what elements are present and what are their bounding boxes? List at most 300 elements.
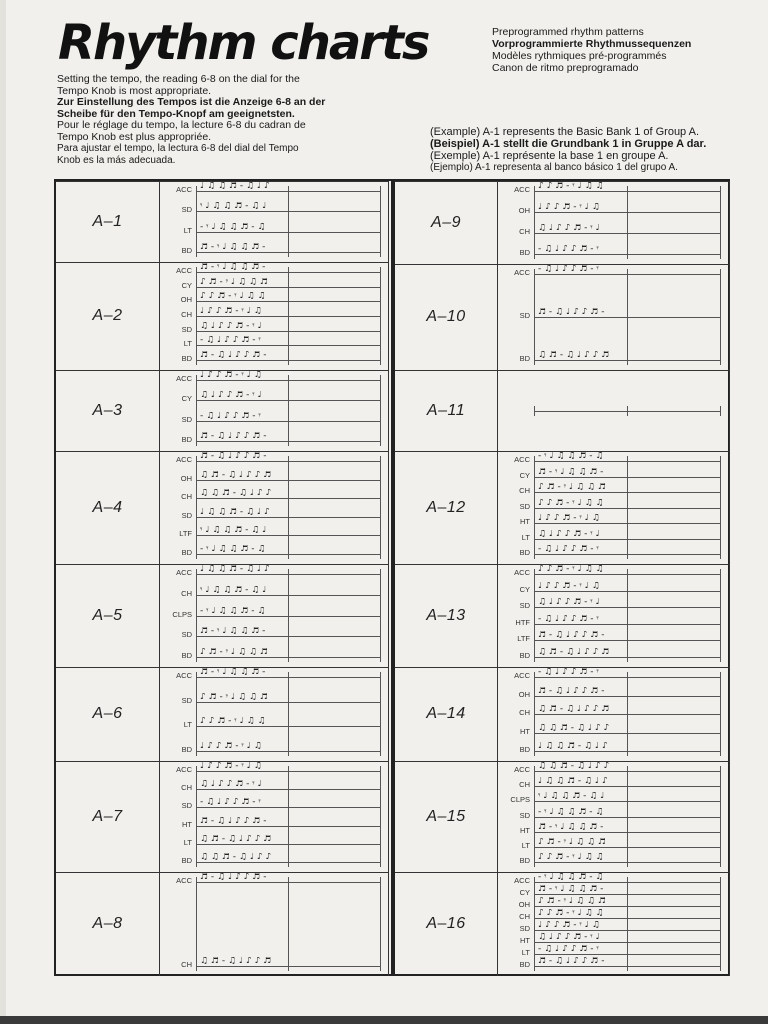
intro-line: Knob es la más adecuada. [57, 154, 176, 166]
intro-line: Para ajustar el tempo, la lectura 6-8 del dial del Tempo [57, 143, 299, 154]
track-label: HT [182, 819, 192, 829]
subtitle-line-en: Preprogrammed rhythm patterns [492, 26, 644, 38]
track-line [534, 954, 720, 955]
note-pattern: ♫ ♩ ♪ ♪ ♬ - 𝄾 ♩ [538, 933, 600, 942]
track-label: BD [181, 354, 192, 363]
note-pattern: ♫ ♬ - ♫ ♩ ♪ ♪ ♬ [200, 470, 272, 480]
note-pattern: - ♫ ♩ ♪ ♪ ♬ - 𝄾 [200, 336, 261, 346]
bar-line [196, 375, 197, 446]
track-line [534, 677, 720, 678]
track-line [534, 212, 720, 213]
note-pattern: ♪ ♪ ♬ - 𝄾 ♩ ♫ ♫ [538, 565, 604, 574]
example-line: (Beispiel) A-1 stellt die Grundbank 1 in Gruppe A dar. [430, 138, 707, 150]
track-label: SD [519, 601, 530, 611]
bar-line [720, 269, 721, 365]
note-pattern: ♪ ♪ ♬ - 𝄾 ♩ ♫ ♫ [538, 498, 604, 508]
note-pattern: ♫ ♫ ♬ - ♫ ♩ ♪ ♪ [200, 489, 272, 499]
track-line [534, 508, 720, 509]
note-pattern: ♪ ♬ - 𝄾 ♩ ♫ ♫ ♬ [200, 692, 268, 702]
track-line [534, 477, 720, 478]
track-label: SD [519, 501, 530, 511]
note-pattern: ♩ ♪ ♪ ♬ - 𝄾 ♩ ♫ [538, 203, 600, 212]
note-pattern: ♩ ♪ ♪ ♬ - 𝄾 ♩ ♫ [200, 762, 262, 771]
note-pattern: ♫ ♬ - ♫ ♩ ♪ ♪ ♬ [538, 648, 610, 657]
bar-line [196, 186, 197, 257]
note-pattern: - ♫ ♩ ♪ ♪ ♬ - 𝄾 [538, 945, 599, 954]
track-line [196, 345, 380, 346]
note-pattern: ♪ ♪ ♬ - 𝄾 ♩ ♫ ♫ [200, 292, 266, 302]
track-label: ACC [176, 455, 192, 464]
pattern-name: A–9 [395, 181, 498, 264]
note-pattern: ♬ - 𝄾 ♩ ♫ ♫ ♬ - [200, 263, 266, 272]
track-label: CY [519, 584, 530, 594]
track-line [534, 733, 720, 734]
bar-line [720, 186, 721, 259]
subtitle-line-de: Vorprogrammierte Rhythmussequenzen [492, 38, 692, 50]
track-line [534, 966, 720, 967]
track-label: HTF [515, 617, 530, 627]
bar-line [720, 456, 721, 559]
note-pattern: - ♫ ♩ ♪ ♪ ♬ - 𝄾 [538, 614, 599, 624]
track-line [196, 360, 380, 361]
note-pattern: ♪ ♬ - 𝄾 ♩ ♫ ♫ ♬ [538, 897, 606, 906]
track-label: ACC [514, 765, 530, 774]
track-label: OH [518, 900, 530, 909]
note-pattern: - ♫ ♩ ♪ ♪ ♬ - 𝄾 [200, 798, 261, 808]
pattern-name: A–1 [56, 181, 160, 262]
page-title: Rhythm charts [58, 15, 429, 71]
tempo-instructions [57, 74, 377, 166]
track-label: BD [519, 745, 530, 754]
track-label: LT [183, 225, 192, 235]
note-pattern: - ♫ ♩ ♪ ♪ ♬ - 𝄾 [538, 245, 599, 254]
track-label: HT [520, 726, 530, 736]
pattern-name: A–5 [56, 564, 160, 667]
pattern-name: A–2 [56, 262, 160, 370]
track-label: CY [181, 394, 192, 404]
note-pattern: ♩ ♪ ♪ ♬ - 𝄾 ♩ ♫ [538, 514, 600, 523]
track-label: ACC [176, 671, 192, 680]
pattern-staff [498, 181, 730, 264]
note-pattern: 𝄾 ♩ ♫ ♫ ♬ - ♫ ♩ [200, 202, 267, 212]
note-pattern: ♩ ♫ ♫ ♬ - ♫ ♩ ♪ [538, 742, 608, 751]
track-line [534, 574, 720, 575]
track-line [534, 657, 720, 658]
note-pattern: ♫ ♫ ♬ - ♫ ♩ ♪ ♪ [538, 762, 610, 771]
pattern-name: A–16 [395, 872, 498, 976]
note-pattern: ♩ ♫ ♫ ♬ - ♫ ♩ ♪ [200, 507, 270, 517]
track-label: ACC [514, 568, 530, 577]
page-bottom-edge [0, 1016, 768, 1024]
track-label: CH [181, 492, 192, 502]
note-pattern: ♬ - 𝄾 ♩ ♫ ♫ ♬ - [200, 668, 266, 677]
track-line [534, 554, 720, 555]
track-line [196, 232, 380, 233]
track-line [534, 317, 720, 318]
track-label: LT [521, 532, 530, 542]
intro-line: Pour le réglage du tempo, la lecture 6-8 du cadran de [57, 119, 306, 131]
note-pattern: ♬ - ♫ ♩ ♪ ♪ ♬ - [200, 351, 267, 360]
track-label: SD [181, 414, 192, 424]
bar-line [196, 672, 197, 756]
track-line [196, 380, 380, 381]
note-pattern: ♬ - 𝄾 ♩ ♫ ♫ ♬ - [538, 467, 604, 477]
note-pattern: ♫ ♩ ♪ ♪ ♬ - 𝄾 ♩ [538, 224, 600, 233]
bar-line [196, 766, 197, 867]
pattern-staff [498, 667, 730, 761]
track-line [196, 882, 380, 883]
note-pattern: ♬ - ♫ ♩ ♪ ♪ ♬ - [538, 957, 605, 966]
track-line [196, 726, 380, 727]
pattern-staff [498, 451, 730, 564]
track-line [196, 574, 380, 575]
example-line: (Example) A-1 represents the Basic Bank 1 of Group A. [430, 126, 700, 138]
pattern-staff [160, 262, 390, 370]
pattern-staff [160, 451, 390, 564]
note-pattern: ♬ - 𝄾 ♩ ♫ ♫ ♬ - [200, 243, 266, 252]
bar-line [380, 456, 381, 559]
track-label: HT [520, 825, 530, 835]
track-label: OH [180, 295, 192, 305]
track-line [534, 696, 720, 697]
track-line [196, 657, 380, 658]
bar-line [534, 569, 535, 662]
note-pattern: ♬ - ♫ ♩ ♪ ♪ ♬ - [200, 816, 267, 826]
note-pattern: ♩ ♪ ♪ ♬ - 𝄾 ♩ ♫ [200, 371, 262, 380]
track-line [534, 862, 720, 863]
track-line [534, 461, 720, 462]
track-line [534, 254, 720, 255]
note-pattern: ♩ ♫ ♫ ♬ - ♫ ♩ ♪ [200, 182, 270, 191]
track-label: ACC [176, 568, 192, 577]
note-pattern: 𝄾 ♩ ♫ ♫ ♬ - ♫ ♩ [538, 792, 605, 802]
pattern-staff [498, 872, 730, 976]
bar-line [720, 406, 721, 416]
track-label: LT [183, 837, 192, 847]
note-pattern: - 𝄾 ♩ ♫ ♫ ♬ - ♫ [538, 873, 604, 882]
pattern-name: A–10 [395, 264, 498, 370]
note-pattern: - ♫ ♩ ♪ ♪ ♬ - 𝄾 [538, 265, 599, 274]
pattern-name: A–3 [56, 370, 160, 451]
track-line [196, 461, 380, 462]
pattern-staff [160, 181, 390, 262]
note-pattern: ♬ - ♫ ♩ ♪ ♪ ♬ - [538, 308, 605, 317]
pattern-staff [160, 872, 390, 976]
note-pattern: ♪ ♪ ♬ - 𝄾 ♩ ♫ ♫ [538, 853, 604, 862]
intro-line: Scheibe für den Tempo-Knopf am geeignetsten. [57, 107, 295, 120]
track-label: SD [181, 324, 192, 334]
track-label: LT [183, 339, 192, 349]
note-pattern: - 𝄾 ♩ ♫ ♫ ♬ - ♫ [538, 452, 604, 461]
track-label: BD [519, 960, 530, 969]
track-label: SD [519, 810, 530, 820]
intro-line: Setting the tempo, the reading 6-8 on the dial for the [57, 73, 300, 85]
note-pattern: ♬ - ♫ ♩ ♪ ♪ ♬ - [538, 631, 605, 641]
track-line [534, 624, 720, 625]
track-label: BD [519, 548, 530, 557]
track-line [196, 826, 380, 827]
track-label: CH [519, 780, 530, 790]
pattern-staff [498, 761, 730, 872]
note-pattern: ♬ - 𝄾 ♩ ♫ ♫ ♬ - [538, 822, 604, 832]
pattern-name: A–6 [56, 667, 160, 761]
track-line [196, 498, 380, 499]
pattern-staff [498, 264, 730, 370]
track-label: SD [181, 695, 192, 705]
track-line [534, 607, 720, 608]
track-label: BD [181, 548, 192, 557]
track-line [534, 360, 720, 361]
track-line [534, 930, 720, 931]
track-label: CH [181, 588, 192, 598]
pattern-staff [498, 370, 730, 451]
track-label: SD [181, 630, 192, 640]
track-label: ACC [176, 266, 192, 275]
note-pattern: ♫ ♩ ♪ ♪ ♬ - 𝄾 ♩ [200, 391, 262, 401]
track-label: ACC [514, 185, 530, 194]
track-line [534, 714, 720, 715]
pattern-name: A–14 [395, 667, 498, 761]
bar-line [534, 186, 535, 259]
bar-line [196, 456, 197, 559]
track-label: BD [519, 354, 530, 363]
track-line [534, 751, 720, 752]
track-line [196, 771, 380, 772]
track-line [196, 480, 380, 481]
track-label: LT [521, 948, 530, 957]
note-pattern: ♪ ♬ - 𝄾 ♩ ♫ ♫ ♬ [538, 837, 606, 847]
example-block [430, 126, 706, 174]
note-pattern: ♬ - ♫ ♩ ♪ ♪ ♬ - [538, 686, 605, 696]
track-line [196, 441, 380, 442]
note-pattern: ♫ ♩ ♪ ♪ ♬ - 𝄾 ♩ [200, 780, 262, 790]
note-pattern: - ♫ ♩ ♪ ♪ ♬ - 𝄾 [200, 411, 261, 421]
note-pattern: ♪ ♪ ♬ - 𝄾 ♩ ♫ ♫ [538, 909, 604, 918]
track-line [196, 252, 380, 253]
note-pattern: ♪ ♬ - 𝄾 ♩ ♫ ♫ ♬ [200, 648, 268, 657]
track-line [196, 287, 380, 288]
bar-line [380, 375, 381, 446]
example-line: (Exemple) A-1 représente la base 1 en groupe A. [430, 150, 669, 162]
track-line [534, 801, 720, 802]
note-pattern: ♪ ♬ - 𝄾 ♩ ♫ ♫ ♬ [538, 483, 606, 492]
intro-line: Tempo Knob est plus appropriée. [57, 130, 212, 143]
track-label: HT [520, 936, 530, 945]
note-pattern: ♪ ♪ ♬ - 𝄾 ♩ ♫ ♫ [200, 717, 266, 727]
note-pattern: ♫ ♩ ♪ ♪ ♬ - 𝄾 ♩ [538, 598, 600, 608]
track-label: OH [518, 206, 530, 215]
track-label: CH [519, 912, 530, 921]
track-line [534, 233, 720, 234]
track-line [534, 918, 720, 919]
note-pattern: ♪ ♬ - 𝄾 ♩ ♫ ♫ ♬ [200, 277, 268, 287]
note-pattern: ♩ ♪ ♪ ♬ - 𝄾 ♩ ♫ [200, 307, 262, 316]
track-label: ACC [514, 876, 530, 885]
track-label: BD [519, 651, 530, 660]
track-label: CH [181, 960, 192, 969]
track-line [196, 316, 380, 317]
track-line [534, 894, 720, 895]
track-line [534, 523, 720, 524]
pattern-staff [160, 761, 390, 872]
track-label: SD [181, 205, 192, 215]
track-line [534, 942, 720, 943]
track-label: BD [181, 856, 192, 865]
track-line [196, 862, 380, 863]
track-line [196, 751, 380, 752]
track-line [534, 191, 720, 192]
track-label: CY [519, 470, 530, 480]
track-label: BD [519, 248, 530, 257]
track-line [196, 331, 380, 332]
track-label: BD [181, 246, 192, 255]
pattern-name: A–8 [56, 872, 160, 976]
subtitle-block [492, 26, 691, 74]
bar-line [720, 569, 721, 662]
track-line [534, 847, 720, 848]
pattern-name: A–12 [395, 451, 498, 564]
note-pattern: ♬ - ♫ ♩ ♪ ♪ ♬ - [200, 452, 267, 461]
track-line [534, 771, 720, 772]
track-line [534, 882, 720, 883]
note-pattern: - 𝄾 ♩ ♫ ♫ ♬ - ♫ [200, 545, 266, 554]
track-label: SD [181, 801, 192, 811]
track-line [534, 411, 720, 412]
note-pattern: ♩ ♫ ♫ ♬ - ♫ ♩ ♪ [200, 565, 270, 574]
bar-line [720, 766, 721, 867]
track-label: ACC [176, 185, 192, 194]
track-label: CH [519, 227, 530, 236]
track-label: LT [183, 720, 192, 730]
track-line [196, 191, 380, 192]
note-pattern: - ♫ ♩ ♪ ♪ ♬ - 𝄾 [538, 668, 599, 677]
track-line [196, 535, 380, 536]
track-line [534, 539, 720, 540]
track-line [196, 211, 380, 212]
track-label: LT [521, 840, 530, 850]
track-line [534, 832, 720, 833]
note-pattern: 𝄾 ♩ ♫ ♫ ♬ - ♫ ♩ [200, 526, 267, 536]
bar-line [720, 877, 721, 971]
note-pattern: 𝄾 ♩ ♫ ♫ ♬ - ♫ ♩ [200, 585, 267, 595]
track-label: BD [519, 856, 530, 865]
track-label: BD [181, 435, 192, 444]
track-label: HT [520, 517, 530, 526]
track-line [196, 636, 380, 637]
intro-line: Tempo Knob is most appropriate. [57, 84, 212, 97]
track-label: OH [180, 473, 192, 483]
track-label: SD [519, 311, 530, 320]
note-pattern: ♬ - ♫ ♩ ♪ ♪ ♬ - [200, 873, 267, 882]
track-line [196, 272, 380, 273]
track-label: CH [181, 310, 192, 319]
track-line [196, 677, 380, 678]
example-line: (Ejemplo) A-1 representa al banco básico 1 del grupo A. [430, 162, 678, 173]
note-pattern: ♫ ♬ - ♫ ♩ ♪ ♪ ♬ [200, 834, 272, 844]
bar-line [380, 569, 381, 662]
pattern-name: A–7 [56, 761, 160, 872]
note-pattern: ♩ ♪ ♪ ♬ - 𝄾 ♩ ♫ [538, 921, 600, 930]
subtitle-line-es: Canon de ritmo preprogramado [492, 62, 639, 74]
track-label: CH [519, 708, 530, 717]
pattern-name: A–4 [56, 451, 160, 564]
track-label: BD [181, 651, 192, 660]
bar-line [380, 267, 381, 365]
pattern-staff [498, 564, 730, 667]
track-line [534, 640, 720, 641]
note-pattern: ♫ ♬ - ♫ ♩ ♪ ♪ ♬ [538, 351, 610, 360]
pattern-staff [160, 370, 390, 451]
track-label: CLPS [172, 609, 192, 619]
bar-line [720, 672, 721, 756]
track-line [196, 595, 380, 596]
track-label: CH [519, 486, 530, 495]
intro-line: Zur Einstellung des Tempos ist die Anzeige 6-8 an der [57, 96, 326, 108]
track-line [534, 817, 720, 818]
track-label: ACC [514, 455, 530, 464]
note-pattern: - 𝄾 ♩ ♫ ♫ ♬ - ♫ [200, 606, 266, 616]
pattern-name: A–15 [395, 761, 498, 872]
page-gutter [0, 0, 6, 1024]
track-label: OH [518, 689, 530, 699]
note-pattern: ♩ ♪ ♪ ♬ - 𝄾 ♩ ♫ [200, 742, 262, 751]
track-label: ACC [514, 671, 530, 680]
track-label: LTF [517, 634, 530, 644]
note-pattern: ♫ ♩ ♪ ♪ ♬ - 𝄾 ♩ [538, 529, 600, 539]
note-pattern: ♬ - ♫ ♩ ♪ ♪ ♬ - [200, 432, 267, 441]
track-label: ACC [514, 268, 530, 277]
pattern-staff [160, 667, 390, 761]
note-pattern: ♫ ♩ ♪ ♪ ♬ - 𝄾 ♩ [200, 321, 262, 331]
bar-line [534, 877, 535, 971]
note-pattern: - ♫ ♩ ♪ ♪ ♬ - 𝄾 [538, 545, 599, 554]
bar-line [196, 877, 197, 971]
note-pattern: ♫ ♫ ♬ - ♫ ♩ ♪ ♪ [200, 853, 272, 862]
track-label: LTF [179, 529, 192, 539]
track-line [196, 789, 380, 790]
bar-line [380, 672, 381, 756]
track-label: CY [519, 888, 530, 897]
track-line [534, 786, 720, 787]
track-line [534, 274, 720, 275]
note-pattern: ♬ - 𝄾 ♩ ♫ ♫ ♬ - [538, 885, 604, 894]
bar-line [380, 766, 381, 867]
track-line [196, 421, 380, 422]
track-label: BD [181, 745, 192, 754]
track-line [196, 301, 380, 302]
track-line [534, 492, 720, 493]
track-line [196, 844, 380, 845]
bar-line [380, 186, 381, 257]
track-label: ACC [176, 876, 192, 885]
note-pattern: ♪ ♪ ♬ - 𝄾 ♩ ♫ ♫ [538, 182, 604, 191]
bar-line [380, 877, 381, 971]
pattern-name: A–13 [395, 564, 498, 667]
note-pattern: ♩ ♫ ♫ ♬ - ♫ ♩ ♪ [538, 777, 608, 787]
track-line [196, 966, 380, 967]
track-label: ACC [176, 765, 192, 774]
track-label: CH [181, 783, 192, 793]
track-label: CY [181, 280, 192, 290]
track-label: CLPS [510, 795, 530, 805]
note-pattern: ♬ - 𝄾 ♩ ♫ ♫ ♬ - [200, 627, 266, 637]
track-line [196, 554, 380, 555]
note-pattern: - 𝄾 ♩ ♫ ♫ ♬ - ♫ [538, 807, 604, 817]
track-line [196, 517, 380, 518]
track-line [196, 616, 380, 617]
note-pattern: ♫ ♬ - ♫ ♩ ♪ ♪ ♬ [538, 705, 610, 714]
track-line [534, 591, 720, 592]
